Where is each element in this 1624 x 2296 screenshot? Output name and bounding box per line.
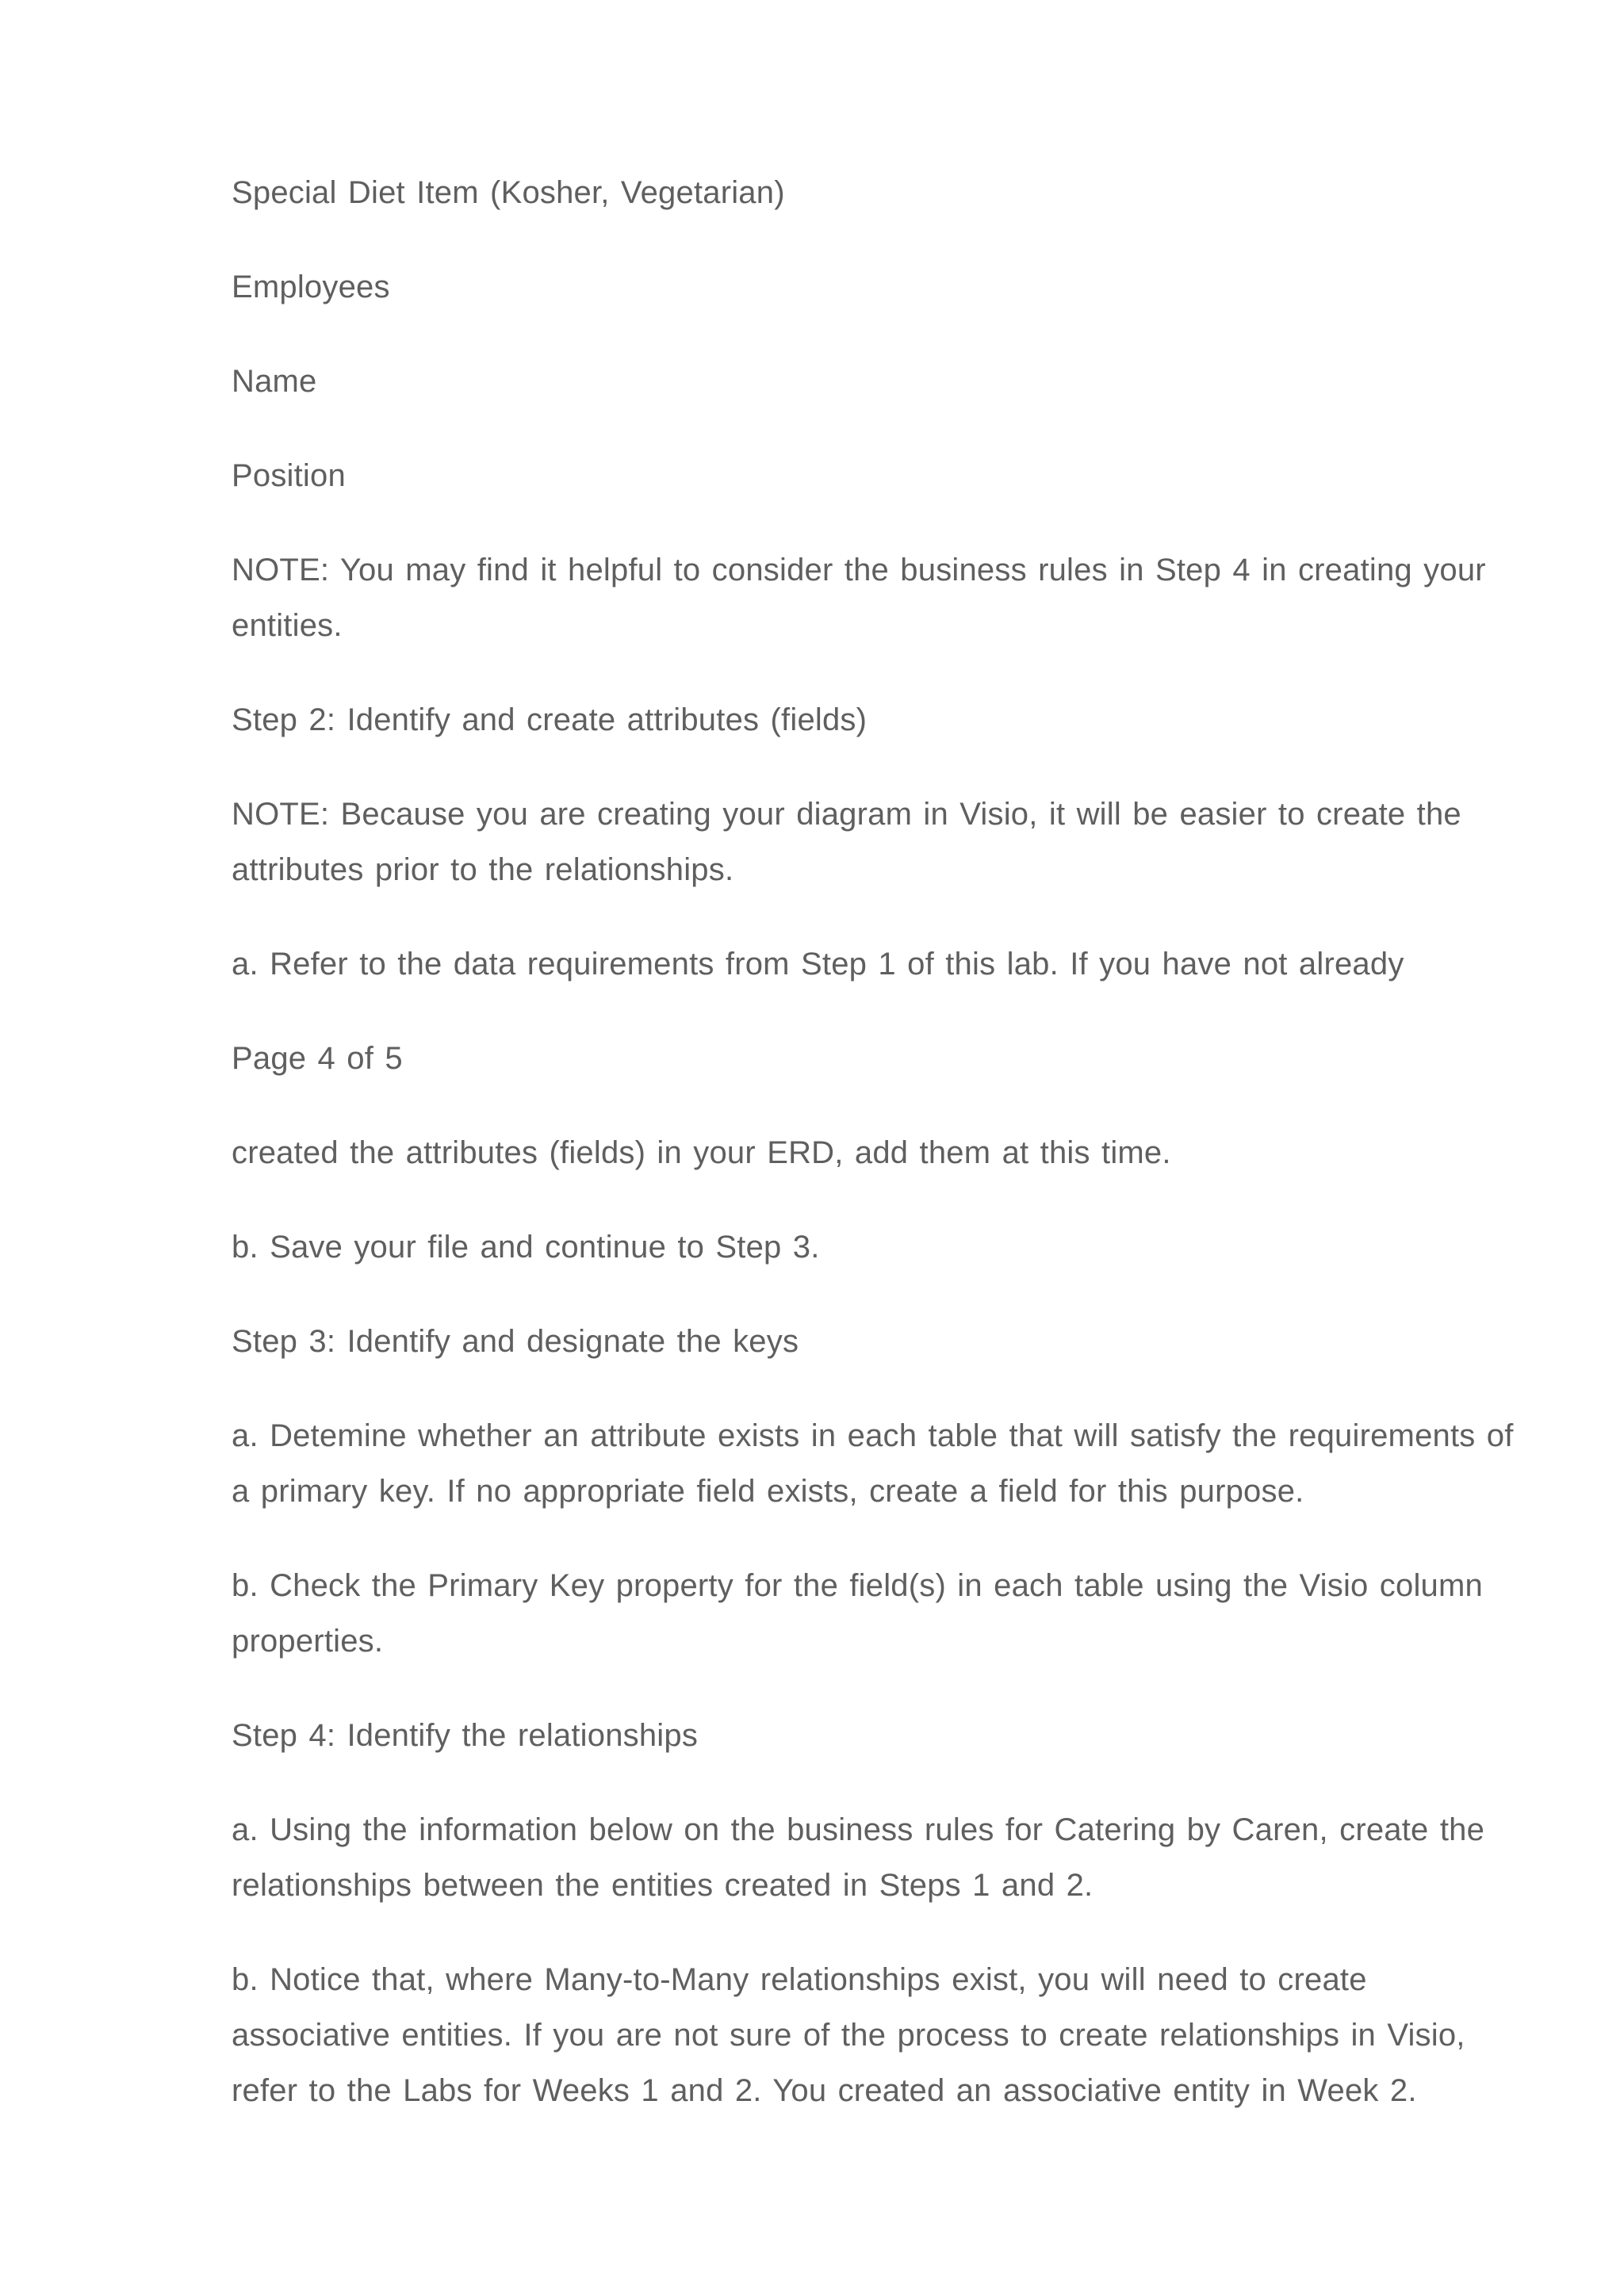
paragraph: a. Detemine whether an attribute exists in each table that will satisfy the requirements of a primary key. If no appropriate field exists, create a field for this purpose.	[232, 1418, 1514, 1509]
document-body	[232, 165, 1516, 2157]
paragraph: Position	[232, 458, 346, 493]
page-number: Page 4 of 5	[232, 1041, 403, 1076]
section-heading: Step 3: Identify and designate the keys	[232, 1324, 799, 1359]
paragraph: Employees	[232, 270, 390, 304]
paragraph: NOTE: You may find it helpful to consider the business rules in Step 4 in creating your entities.	[232, 553, 1486, 643]
section-heading: Step 4: Identify the relationships	[232, 1718, 699, 1753]
paragraph: a. Refer to the data requirements from Step 1 of this lab. If you have not already	[232, 947, 1404, 982]
paragraph: b. Save your file and continue to Step 3.	[232, 1230, 820, 1265]
paragraph: b. Notice that, where Many-to-Many relationships exist, you will need to create associative entities. If you are not sure of the process to create relationships in Visio, refer to the Labs for Weeks 1 and 2. You created an associative entity in Week 2.	[232, 1962, 1465, 2108]
paragraph: Name	[232, 364, 317, 399]
paragraph: a. Using the information below on the business rules for Catering by Caren, create the relationships between the entities created in Steps 1 and 2.	[232, 1812, 1485, 1903]
paragraph: NOTE: Because you are creating your diagram in Visio, it will be easier to create the attributes prior to the relationships.	[232, 797, 1461, 887]
section-heading: Step 2: Identify and create attributes (fields)	[232, 702, 868, 737]
paragraph: Special Diet Item (Kosher, Vegetarian)	[232, 175, 785, 210]
paragraph: b. Check the Primary Key property for the field(s) in each table using the Visio column properties.	[232, 1568, 1483, 1659]
paragraph: created the attributes (fields) in your ERD, add them at this time.	[232, 1135, 1171, 1170]
